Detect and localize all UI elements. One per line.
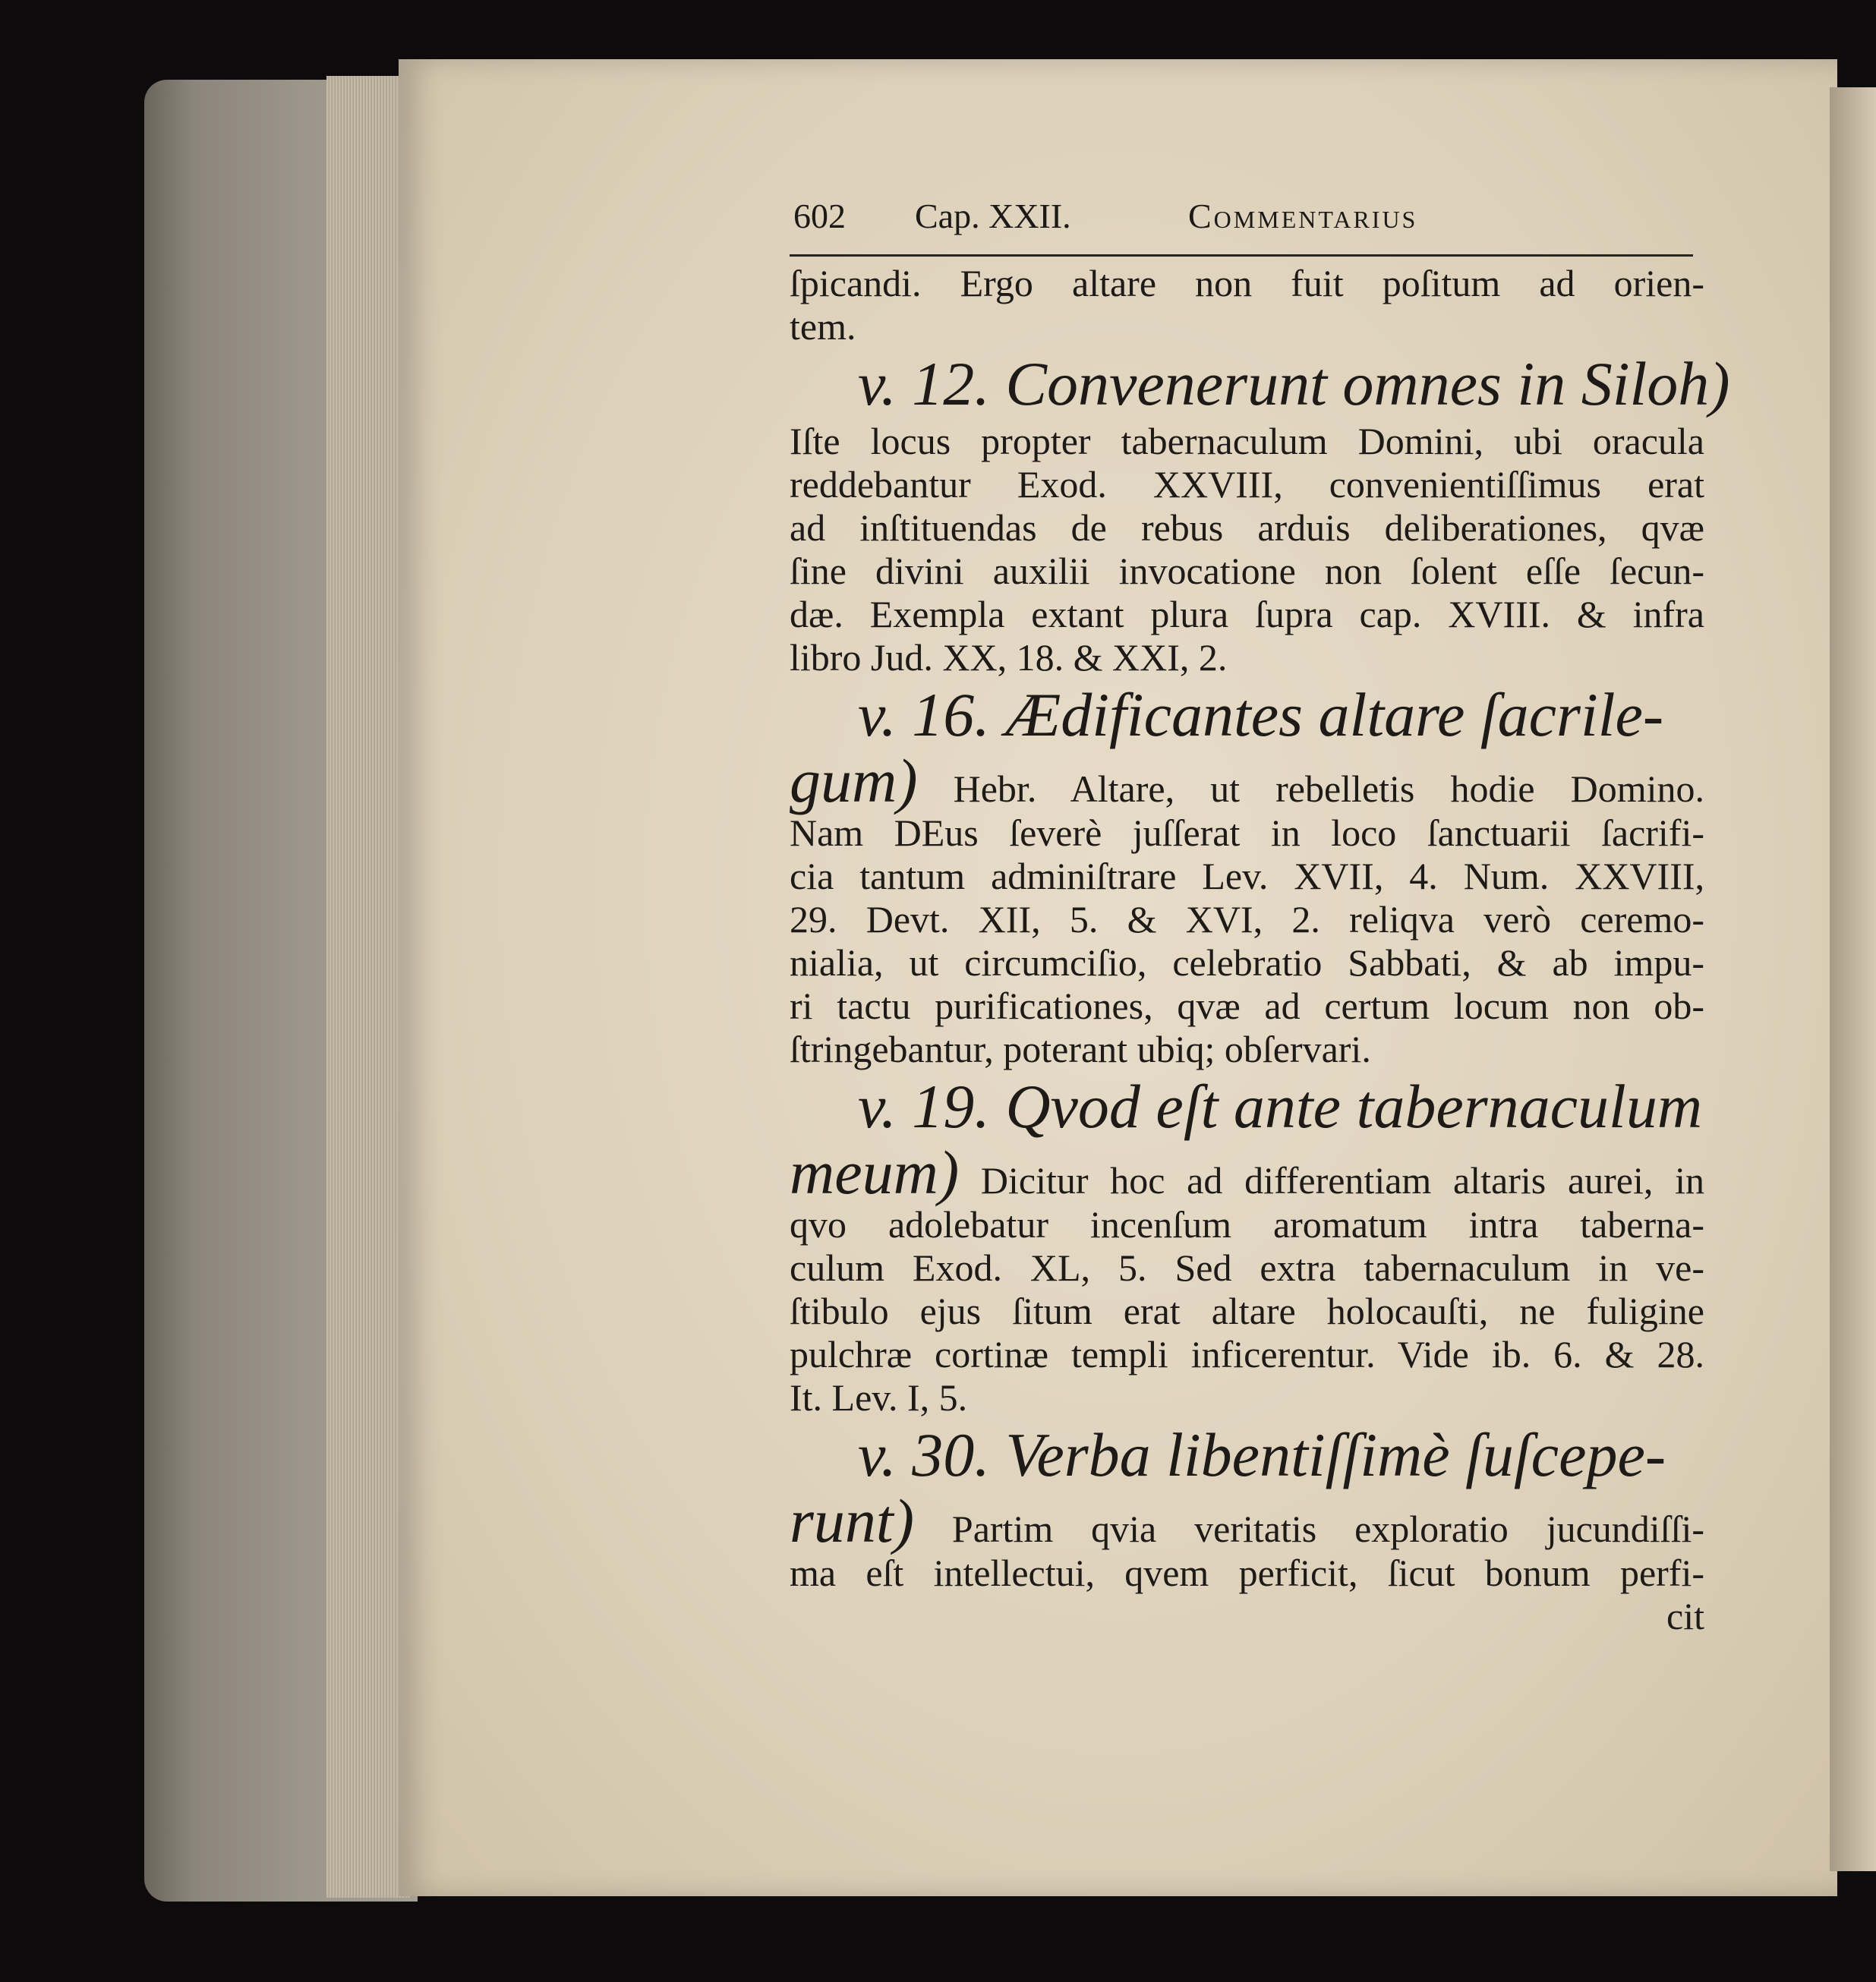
text-line: Nam DEus ſeverè juſſerat in loco ſanctuarii ſacrifi-	[790, 811, 1704, 854]
verse-lemma: runt)	[790, 1486, 914, 1555]
text-line: ſtibulo ejus ſitum erat altare holocauſti, ne fuligine	[790, 1290, 1704, 1332]
verse-lemma: meum)	[790, 1138, 960, 1207]
text-line: dæ. Exempla extant plura ſupra cap. XVIII. & infra	[790, 593, 1704, 635]
text-line: tem.	[790, 305, 856, 348]
line-text: Hebr. Altare, ut rebelletis hodie Domino.	[953, 767, 1705, 810]
text-line: ſpicandi. Ergo altare non fuit poſitum ad orien-	[790, 262, 1704, 304]
line-text: Partim qvia veritatis exploratio jucundiſſi-	[951, 1508, 1704, 1550]
page-number: 602	[793, 197, 846, 235]
verse-ref: v. 16.	[858, 680, 990, 749]
text-line: culum Exod. XL, 5. Sed extra tabernaculum in ve-	[790, 1246, 1704, 1289]
text-line: reddebantur Exod. XXVIII, convenientiſſimus erat	[790, 463, 1704, 506]
verse-lemma: Convenerunt omnes in Siloh)	[1005, 349, 1730, 418]
verse-ref: v. 19.	[858, 1072, 990, 1141]
verse-lemma: Verba libentiſſimè ſuſcepe-	[1005, 1420, 1666, 1489]
body-text	[790, 262, 1730, 1638]
running-title: Commentarius	[1188, 197, 1418, 235]
header-rule	[790, 254, 1693, 257]
text-line: pulchræ cortinæ templi inficerentur. Vide ib. 6. & 28.	[790, 1333, 1704, 1375]
text-line	[790, 1138, 1704, 1207]
text-line: ad inſtituendas de rebus arduis deliberationes, qvæ	[790, 506, 1704, 549]
chapter-label: Cap. XXII.	[915, 197, 1071, 235]
text-line: ſine divini auxilii invocatione non ſolent eſſe ſecun-	[790, 550, 1704, 592]
running-head	[793, 196, 1666, 241]
verse-heading	[790, 1071, 1704, 1142]
catchword: cit	[1666, 1595, 1704, 1637]
text-line: nialia, ut circumciſio, celebratio Sabbati, & ab impu-	[790, 941, 1704, 984]
text-line: ri tactu purificationes, qvæ ad certum locum non ob-	[790, 985, 1704, 1027]
text-line: libro Jud. XX, 18. & XXI, 2.	[790, 636, 1228, 679]
text-line: 29. Devt. XII, 5. & XVI, 2. reliqva verò ceremo-	[790, 898, 1704, 941]
verse-lemma: Ædificantes altare ſacrile-	[1005, 680, 1664, 749]
text-line	[790, 746, 1705, 815]
text-line: cia tantum adminiſtrare Lev. XVII, 4. Num. XXVIII,	[790, 855, 1704, 897]
text-line	[790, 1486, 1704, 1555]
text-line: ſtringebantur, poterant ubiq; obſervari.	[790, 1028, 1371, 1070]
verse-heading	[790, 679, 1704, 751]
verse-lemma: gum)	[790, 746, 918, 815]
line-text: Dicitur hoc ad differentiam altaris aurei, in	[980, 1159, 1704, 1202]
verse-ref: v. 30.	[858, 1420, 990, 1489]
verse-heading	[790, 1420, 1704, 1491]
text-line: ma eſt intellectui, qvem perficit, ſicut bonum perfi-	[790, 1552, 1704, 1594]
verse-heading	[790, 348, 1730, 420]
page-edges	[326, 76, 410, 1898]
text-line: qvo adolebatur incenſum aromatum intra taberna-	[790, 1203, 1704, 1246]
text-line: Iſte locus propter tabernaculum Domini, ubi oracula	[790, 420, 1704, 462]
facing-page-edge	[1830, 87, 1876, 1871]
verse-lemma: Qvod eſt ante tabernaculum	[1005, 1072, 1703, 1141]
verse-ref: v. 12.	[858, 349, 990, 418]
text-line: It. Lev. I, 5.	[790, 1376, 968, 1419]
